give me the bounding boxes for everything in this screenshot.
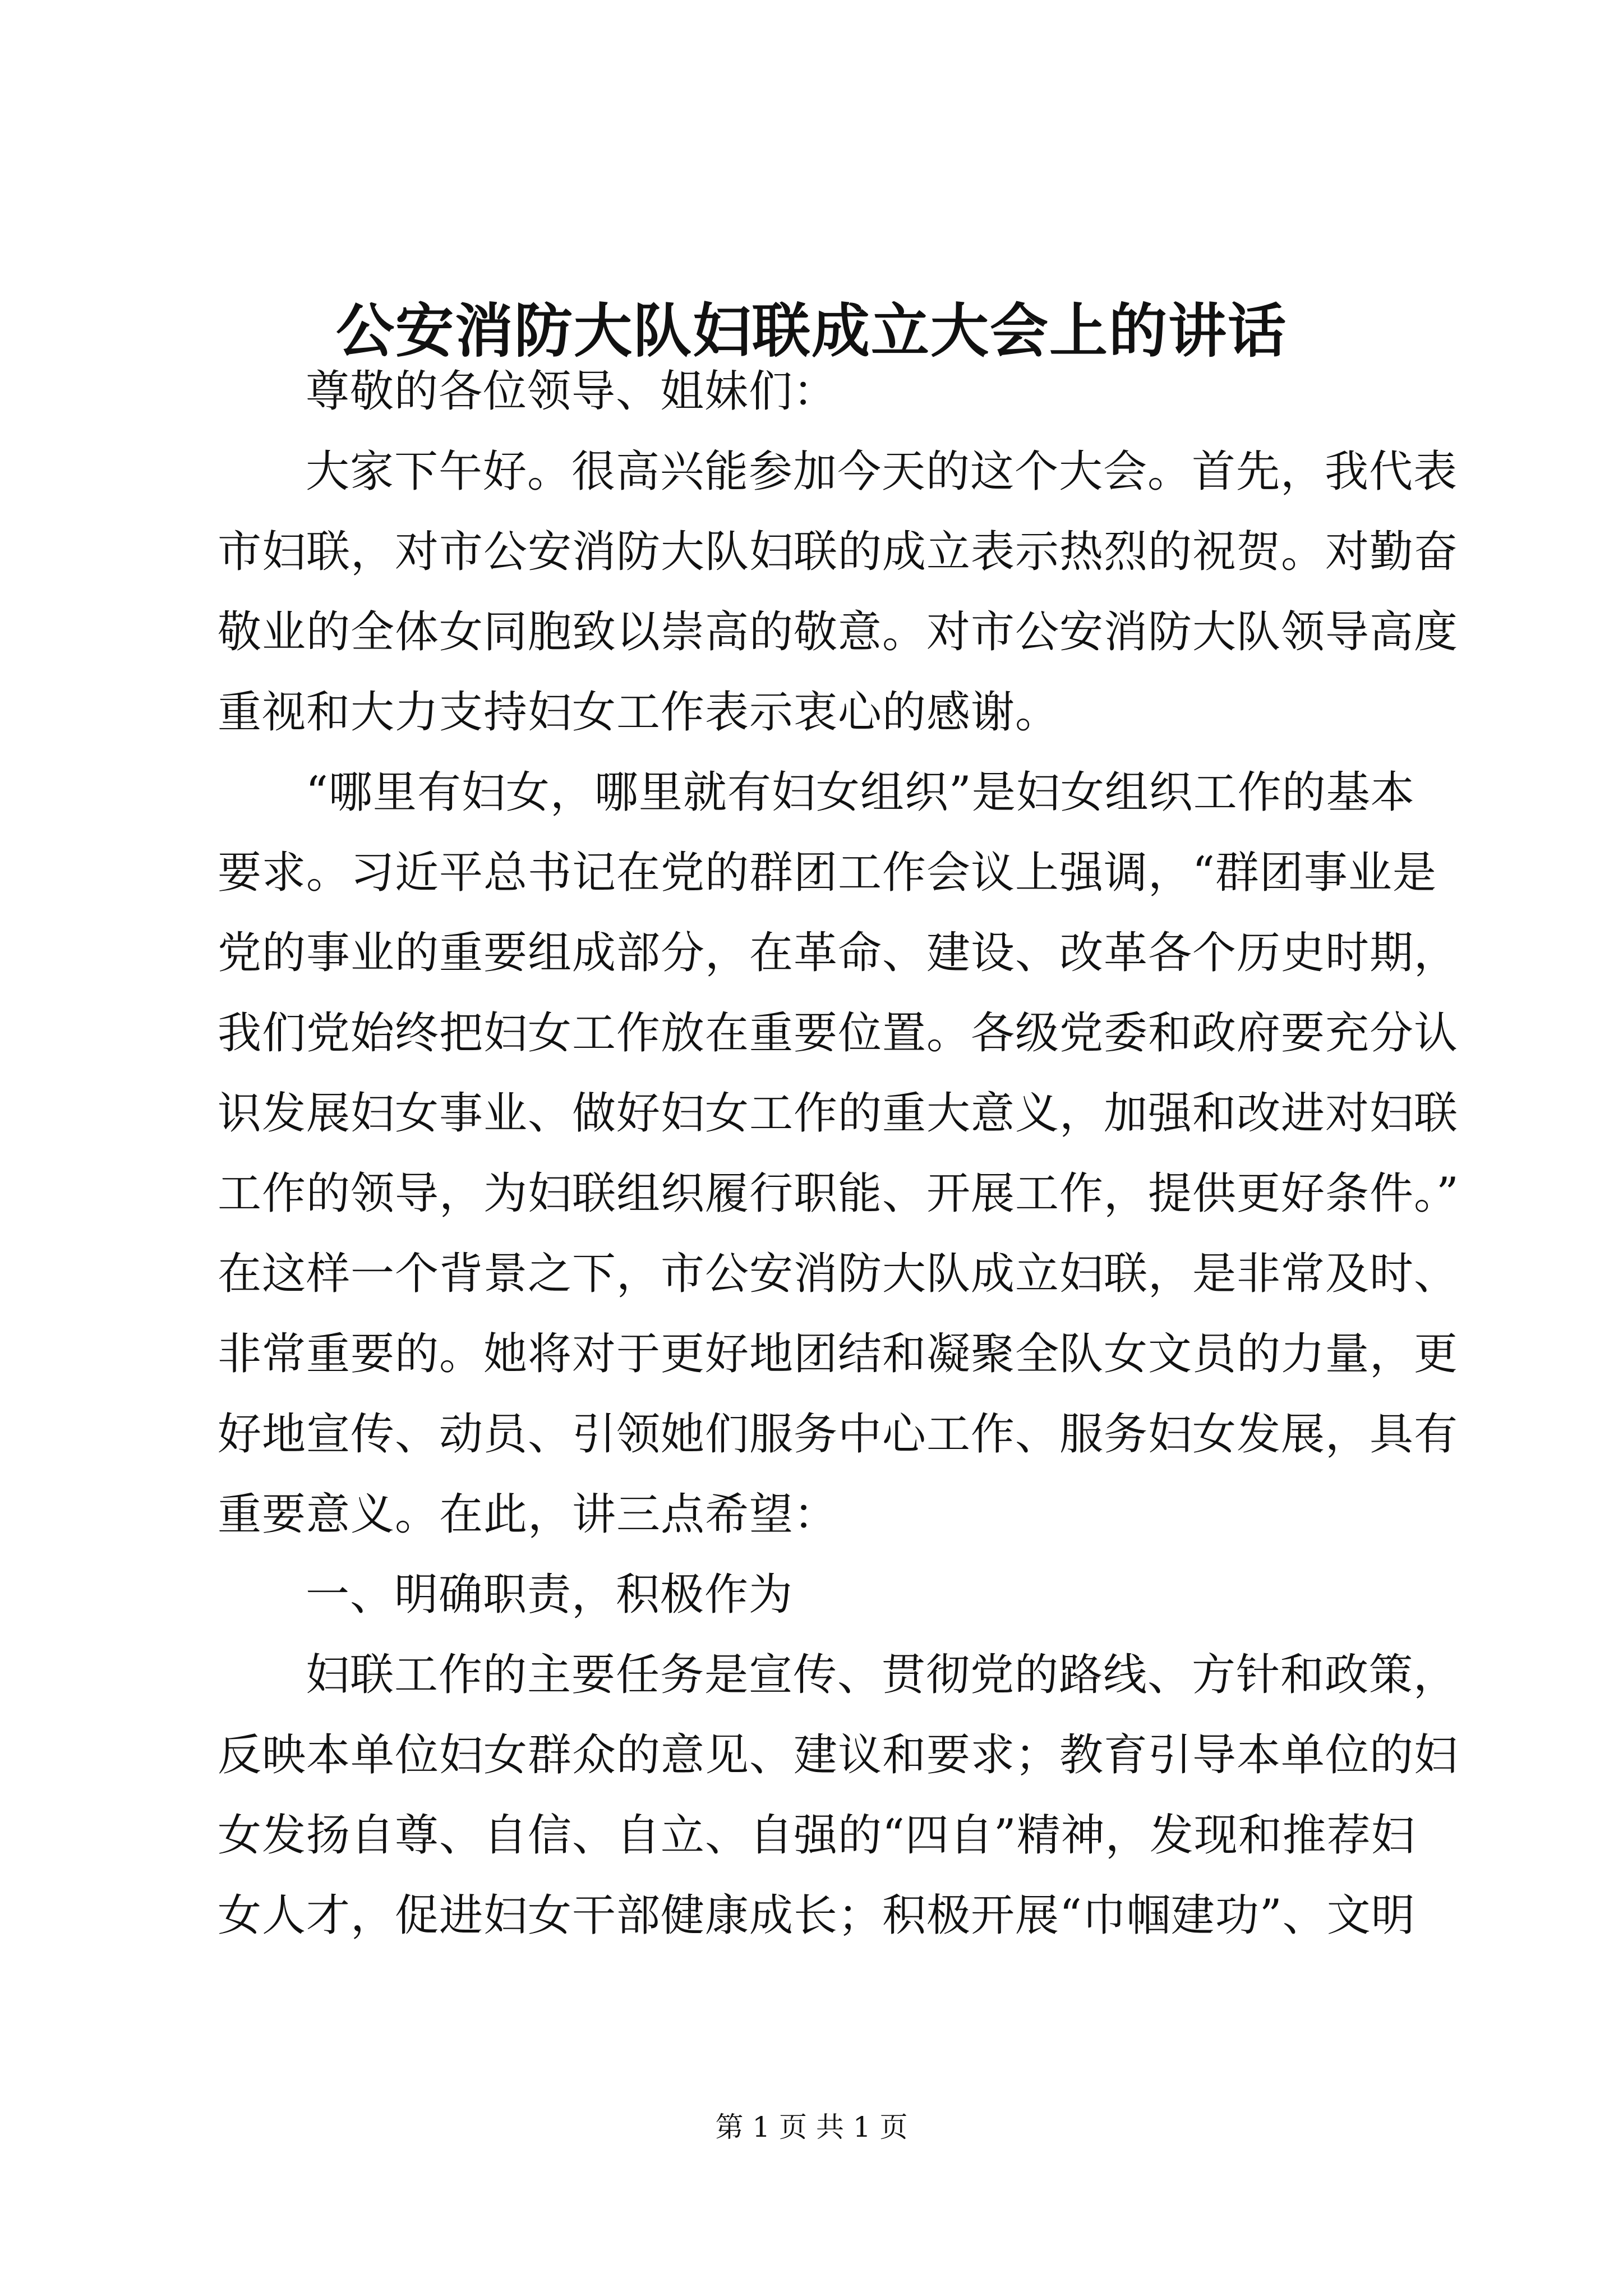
body-line: 非常重要的。她将对于更好地团结和凝聚全队女文员的力量，更 [218, 1329, 1459, 1379]
body-line: 党的事业的重要组成部分，在革命、建设、改革各个历史时期， [218, 928, 1459, 978]
body-line: 好地宣传、动员、引领她们服务中心工作、服务妇女发展，具有 [218, 1409, 1459, 1460]
body-line: 在这样一个背景之下，市公安消防大队成立妇联，是非常及时、 [218, 1249, 1459, 1299]
body-line: 识发展妇女事业、做好妇女工作的重大意义，加强和改进对妇联 [218, 1088, 1459, 1139]
body-line: 我们党始终把妇女工作放在重要位置。各级党委和政府要充分认 [218, 1008, 1459, 1059]
body-line: 妇联工作的主要任务是宣传、贯彻党的路线、方针和政策， [306, 1650, 1458, 1700]
body-line: 重要意义。在此，讲三点希望： [218, 1489, 838, 1540]
body-line: 大家下午好。很高兴能参加今天的这个大会。首先，我代表 [306, 447, 1458, 497]
body-line: 要求。习近平总书记在党的群团工作会议上强调，“群团事业是 [218, 848, 1437, 898]
page-footer: 第 1 页 共 1 页 [715, 2111, 908, 2143]
body-line: 重视和大力支持妇女工作表示衷心的感谢。 [218, 687, 1060, 738]
body-line: 敬业的全体女同胞致以崇高的敬意。对市公安消防大队领导高度 [218, 607, 1459, 657]
body-line: 市妇联，对市公安消防大队妇联的成立表示热烈的祝贺。对勤奋 [218, 527, 1459, 577]
body-line: 反映本单位妇女群众的意见、建议和要求；教育引导本单位的妇 [218, 1730, 1459, 1780]
body-line: 女人才，促进妇女干部健康成长；积极开展“巾帼建功”、文明 [218, 1890, 1415, 1941]
salutation-line: 尊敬的各位领导、姐妹们： [306, 366, 838, 417]
body-line: “哪里有妇女，哪里就有妇女组织”是妇女组织工作的基本 [306, 767, 1415, 818]
section-heading: 一、明确职责，积极作为 [306, 1570, 794, 1620]
document-title: 公安消防大队妇联成立大会上的讲话 [335, 296, 1287, 365]
body-line: 工作的领导，为妇联组织履行职能、开展工作，提供更好条件。” [218, 1168, 1459, 1219]
body-line: 女发扬自尊、自信、自立、自强的“四自”精神，发现和推荐妇 [218, 1810, 1415, 1861]
